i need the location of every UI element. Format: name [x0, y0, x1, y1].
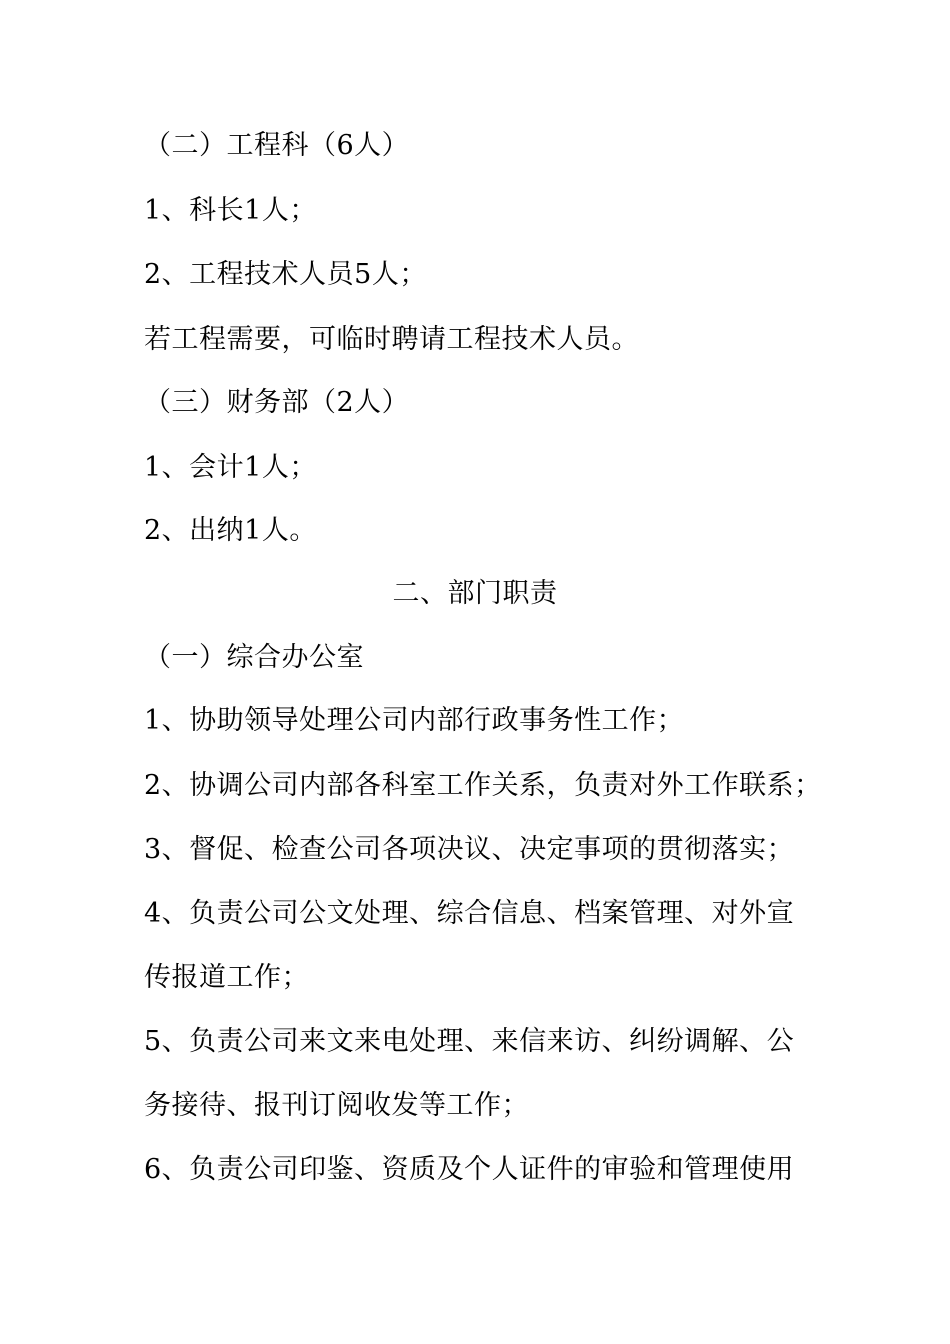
list-item: 1、科长1人；: [144, 195, 317, 226]
list-item: 2、工程技术人员5人；: [144, 259, 427, 290]
list-item: 1、会计1人；: [144, 452, 317, 483]
list-item: 4、负责公司公文处理、综合信息、档案管理、对外宣: [144, 898, 795, 929]
list-item: 2、出纳1人。: [144, 515, 317, 546]
list-item: 6、负责公司印鉴、资质及个人证件的审验和管理使用: [144, 1154, 795, 1185]
list-item: 1、协助领导处理公司内部行政事务性工作；: [144, 705, 685, 736]
section-heading-engineering: （二）工程科（6人）: [144, 130, 410, 161]
paragraph-text: 若工程需要，可临时聘请工程技术人员。: [144, 324, 639, 355]
list-item: 5、负责公司来文来电处理、来信来访、纠纷调解、公: [144, 1026, 795, 1057]
chapter-heading: 二、部门职责: [392, 578, 558, 609]
section-heading-office: （一）综合办公室: [144, 642, 364, 673]
section-heading-finance: （三）财务部（2人）: [144, 387, 410, 418]
list-item-continuation: 传报道工作；: [144, 962, 309, 993]
list-item: 3、督促、检查公司各项决议、决定事项的贯彻落实；: [144, 834, 795, 865]
list-item-continuation: 务接待、报刊订阅收发等工作；: [144, 1090, 529, 1121]
list-item: 2、协调公司内部各科室工作关系，负责对外工作联系；: [144, 770, 822, 801]
